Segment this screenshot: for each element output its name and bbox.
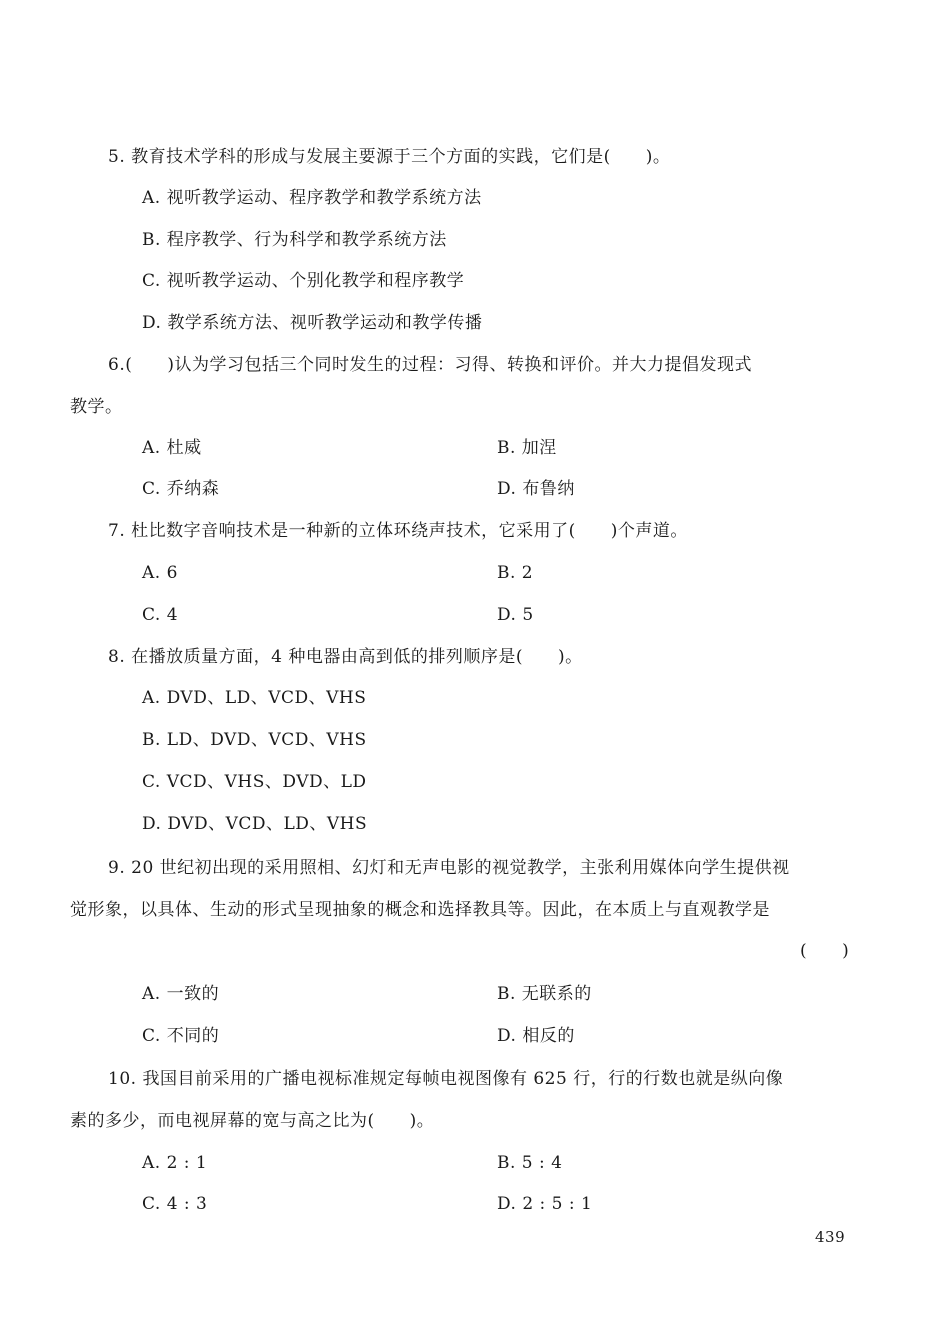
question-6-option-b: B. 加涅 — [497, 438, 557, 458]
question-10-option-a: A. 2 : 1 — [142, 1153, 208, 1173]
question-8-option-a: A. DVD、LD、VCD、VHS — [142, 688, 367, 708]
question-5-option-a: A. 视听教学运动、程序教学和教学系统方法 — [142, 188, 482, 208]
question-10-option-b: B. 5 : 4 — [497, 1153, 563, 1173]
question-6-stem: 6.( )认为学习包括三个同时发生的过程：习得、转换和评价。并大力提倡发现式 — [108, 355, 752, 375]
question-7-option-a: A. 6 — [142, 563, 178, 583]
question-5-option-d: D. 教学系统方法、视听教学运动和教学传播 — [142, 313, 483, 333]
question-5-option-b: B. 程序教学、行为科学和教学系统方法 — [142, 230, 447, 250]
question-9-option-c: C. 不同的 — [142, 1026, 220, 1046]
question-9-stem: 9. 20 世纪初出现的采用照相、幻灯和无声电影的视觉教学，主张利用媒体向学生提供视 — [108, 858, 790, 878]
question-9-option-b: B. 无联系的 — [497, 984, 592, 1004]
question-9-stem-continuation: 觉形象，以具体、生动的形式呈现抽象的概念和选择教具等。因此，在本质上与直观教学是 — [70, 900, 770, 920]
question-10-option-c: C. 4 : 3 — [142, 1194, 208, 1214]
question-6-option-a: A. 杜威 — [142, 438, 202, 458]
question-7-option-c: C. 4 — [142, 605, 179, 625]
page-number: 439 — [815, 1228, 846, 1246]
question-5-option-c: C. 视听教学运动、个别化教学和程序教学 — [142, 271, 465, 291]
question-6-stem-continuation: 教学。 — [70, 397, 123, 417]
question-10-stem-continuation: 素的多少，而电视屏幕的宽与高之比为( )。 — [70, 1111, 435, 1131]
question-9-answer-paren: ( ) — [800, 941, 850, 961]
question-9-option-d: D. 相反的 — [497, 1026, 575, 1046]
question-7-stem: 7. 杜比数字音响技术是一种新的立体环绕声技术，它采用了( )个声道。 — [108, 521, 688, 541]
question-8-option-d: D. DVD、VCD、LD、VHS — [142, 814, 368, 834]
question-10-stem: 10. 我国目前采用的广播电视标准规定每帧电视图像有 625 行，行的行数也就是纵向像 — [108, 1069, 784, 1089]
question-9-option-a: A. 一致的 — [142, 984, 220, 1004]
question-6-option-c: C. 乔纳森 — [142, 479, 220, 499]
question-8-option-b: B. LD、DVD、VCD、VHS — [142, 730, 367, 750]
question-8-stem: 8. 在播放质量方面，4 种电器由高到低的排列顺序是( )。 — [108, 647, 583, 667]
question-10-option-d: D. 2 : 5 : 1 — [497, 1194, 593, 1214]
question-5-stem: 5. 教育技术学科的形成与发展主要源于三个方面的实践，它们是( )。 — [108, 147, 671, 167]
question-8-option-c: C. VCD、VHS、DVD、LD — [142, 772, 367, 792]
question-7-option-d: D. 5 — [497, 605, 534, 625]
question-6-option-d: D. 布鲁纳 — [497, 479, 575, 499]
question-7-option-b: B. 2 — [497, 563, 534, 583]
